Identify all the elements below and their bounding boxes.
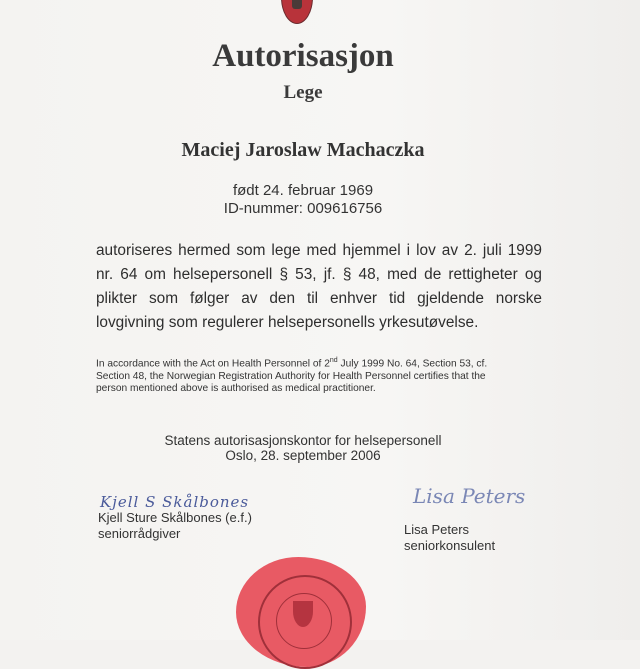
superscript: nd bbox=[329, 357, 338, 364]
signatory-title: seniorkonsulent bbox=[404, 538, 496, 553]
wax-seal bbox=[236, 557, 366, 667]
signatory-name: Kjell Sture Skålbones (e.f.) bbox=[98, 510, 252, 525]
signature-skalbones: Kjell S Skålbones bbox=[100, 493, 250, 511]
text-line: Section 48, the Norwegian Registration Authority for Health Personnel certifies that the bbox=[96, 370, 486, 382]
signature-peters: Lisa Peters bbox=[413, 484, 526, 508]
text-line: lovgivning som regulerer helsepersonells yrkesutøvelse. bbox=[96, 314, 479, 331]
text-line: person mentioned above is authorised as medical practitioner. bbox=[96, 383, 376, 395]
text-line: autoriseres hermed som lege med hjemmel i lov av 2. juli 1999 bbox=[96, 242, 542, 259]
birth-date: født 24. februar 1969 bbox=[232, 182, 374, 199]
english-authorisation-text bbox=[96, 355, 542, 396]
issuing-office: Statens autorisasjonskontor for helsepersonell bbox=[164, 433, 442, 448]
text-line: nr. 64 om helsepersonell § 53, jf. § 48, med de rettigheter og bbox=[96, 266, 542, 283]
signatory-2 bbox=[404, 522, 495, 554]
signatory-title: seniorrådgiver bbox=[98, 526, 181, 541]
document-subtitle: Lege bbox=[283, 82, 323, 103]
text-line bbox=[96, 355, 542, 371]
text-line: plikter som følger av den til enhver tid gjeldende norske bbox=[96, 290, 542, 307]
document-title: Autorisasjon bbox=[212, 38, 394, 74]
signatory-name: Lisa Peters bbox=[404, 522, 470, 537]
place-and-date: Oslo, 28. september 2006 bbox=[225, 448, 381, 463]
norwegian-authorisation-text bbox=[96, 239, 542, 335]
signatory-1 bbox=[98, 510, 252, 542]
id-number: ID-nummer: 009616756 bbox=[223, 200, 383, 217]
text-fragment: In accordance with the Act on Health Personnel of 2 bbox=[96, 358, 330, 370]
person-name: Maciej Jaroslaw Machaczka bbox=[181, 139, 425, 161]
text-fragment: July 1999 No. 64, Section 53, cf. bbox=[337, 358, 488, 370]
coat-of-arms-icon bbox=[281, 0, 313, 24]
